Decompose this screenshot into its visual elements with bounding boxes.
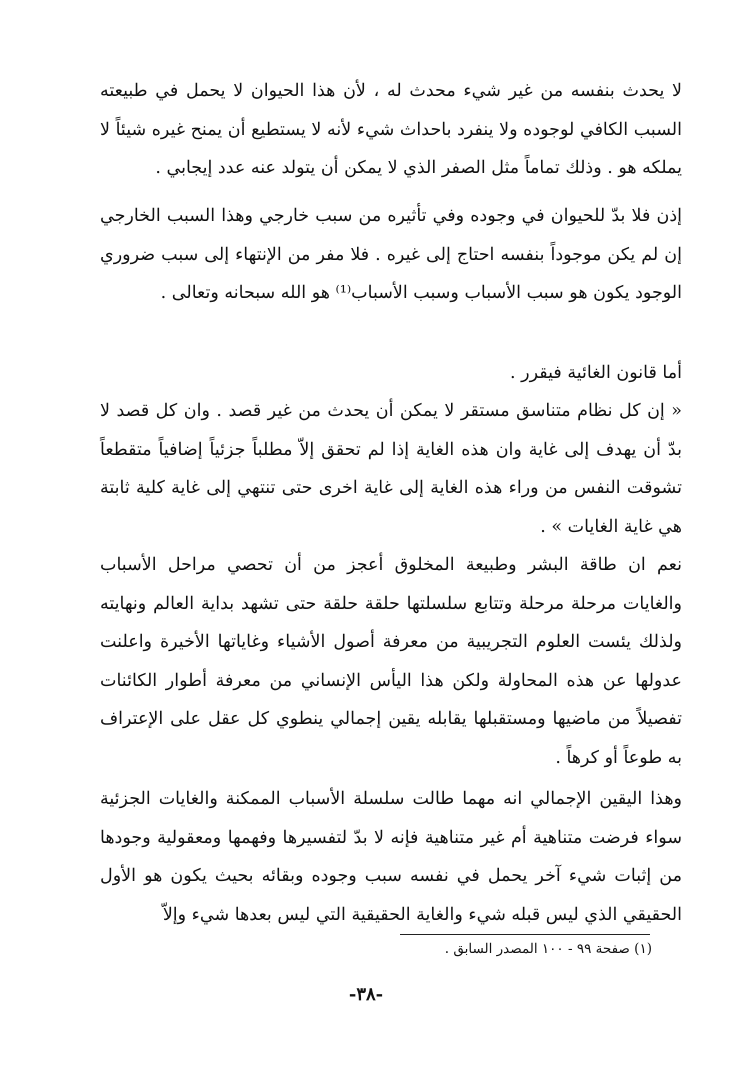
paragraph-5: نعم ان طاقة البشر وطبيعة المخلوق أعجز من أن تحصي مراحل الأسباب والغايات مرحلة مرحلة وتتابع سلسلتها حلقة حلقة حتى تشهد بداية العالم ونهايته ولذلك يئست العلوم التجريبية من معرفة أصول الأشياء وغاياتها الأخيرة واعلنت عدولها عن هذه المحاولة ولكن هذا اليأس الإنساني من معرفة أطوار الكائنات تفصيلاً من ماضيها ومستقبلها يقابله يقين إجمالي ينطوي كل عقل على الإعتراف به طوعاً أو كرهاً .	[100, 555, 682, 768]
paragraph-1: لا يحدث بنفسه من غير شيء محدث له ، لأن هذا الحيوان لا يحمل في طبيعته السبب الكافي لوجوده ولا ينفرد باحداث شيء لأنه لا يستطيع أن يمنح غيره شيئاً لا يملكه هو . وذلك تماماً مثل الصفر الذي لا يمكن أن يتولد عنه عدد إيجابي .	[100, 81, 682, 178]
paragraph-6: وهذا اليقين الإجمالي انه مهما طالت سلسلة الأسباب الممكنة والغايات الجزئية سواء فرضت متناهية أم غير متناهية فإنه لا بدّ لتفسيرها وفهمها ومعقولية وجودها من إثبات شيء آخر يحمل في نفسه سبب وجوده وبقائه بحيث يكون هو الأول الحقيقي الذي ليس قبله شيء والغاية الحقيقية التي ليس بعدها شيء وإلاّ	[100, 789, 682, 925]
footnote: (١) صفحة ٩٩ - ١٠٠ المصدر السابق .	[444, 941, 652, 957]
paragraph-4-quote: « إن كل نظام متناسق مستقر لا يمكن أن يحدث من غير قصد . وان كل قصد لا بدّ أن يهدف إلى غاية وان هذه الغاية إذا لم تحقق إلاّ مطلباً جزئياً إضافياً متقطعاً تشوقت النفس من وراء هذه الغاية إلى غاية اخرى حتى تنتهي إلى غاية كلية ثابتة هي غاية الغايات » .	[100, 401, 682, 537]
footnote-divider	[400, 934, 650, 935]
paragraph-2: إذن فلا بدّ للحيوان في وجوده وفي تأثيره من سبب خارجي وهذا السبب الخارجي إن لم يكن موجوداً بنفسه احتاج إلى غيره . فلا مفر من الإنتهاء إلى سبب ضروري الوجود يكون هو سبب الأسباب وسبب الأسباب⁽¹⁾ هو الله سبحانه وتعالى .	[100, 206, 682, 303]
paragraph-3: أما قانون الغائية فيقرر .	[510, 363, 682, 383]
page-number: -٣٨-	[348, 984, 384, 1005]
